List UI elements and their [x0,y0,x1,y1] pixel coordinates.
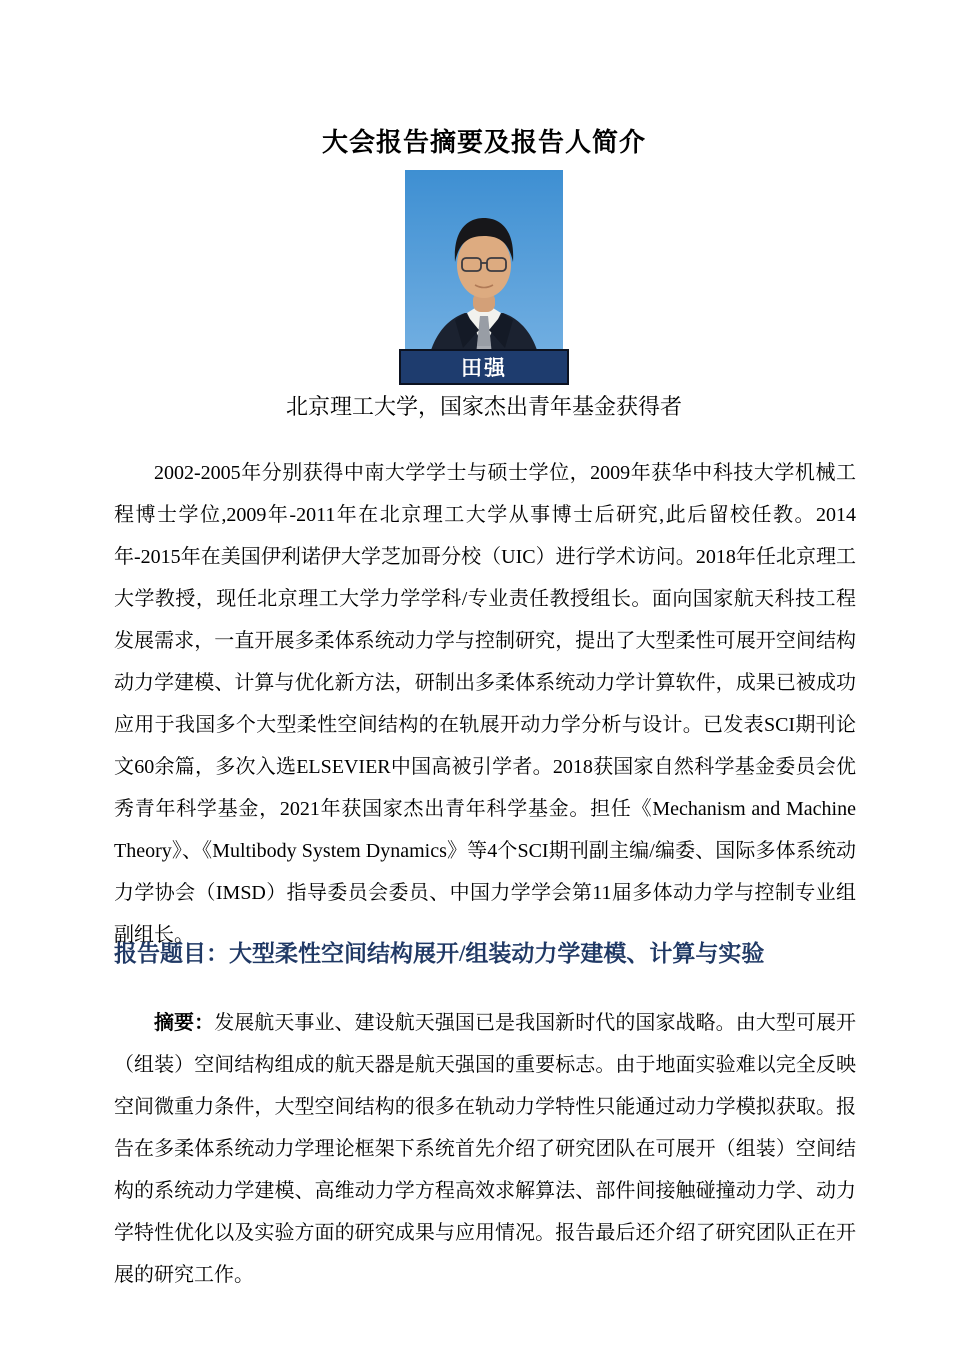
speaker-photo-block [405,170,563,385]
speaker-affiliation: 北京理工大学，国家杰出青年基金获得者 [285,394,682,419]
report-abstract-paragraph [114,1002,856,1296]
report-title-text: 大型柔性空间结构展开/组装动力学建模、计算与实验 [229,941,765,966]
abstract-text: 发展航天事业、建设航天强国已是我国新时代的国家战略。由大型可展开（组装）空间结构组成的航天器是航天强国的重要标志。由于地面实验难以完全反映空间微重力条件，大型空间结构的很多在轨动力学特性只能通过动力学模拟获取。报告在多柔体系统动力学理论框架下系统首先介绍了研究团队在可展开（组装）空间结构的系统动力学建模、高维动力学方程高效求解算法、部件间接触碰撞动力学、动力学特性优化以及实验方面的研究成果与应用情况。报告最后还介绍了研究团队正在开展的研究工作。 [114,1012,857,1286]
abstract-label: 摘要： [154,1012,215,1034]
report-title-label: 报告题目： [114,941,229,966]
speaker-name-banner [399,349,569,385]
speaker-name: 田强 [461,356,507,380]
report-title-heading [114,938,856,970]
page-title: 大会报告摘要及报告人简介 [321,128,646,157]
speaker-bio-paragraph: 2002-2005年分别获得中南大学学士与硕士学位，2009年获华中科技大学机械工程博士学位,2009年-2011年在北京理工大学从事博士后研究,此后留校任教。2014年-2015年在美国伊利诺伊大学芝加哥分校（UIC）进行学术访问。2018年任北京理工大学教授，现任北京理工大学力学学科/专业责任教授组长。面向国家航天科技工程发展需求，一直开展多柔体系统动力学与控制研究，提出了大型柔性可展开空间结构动力学建模、计算与优化新方法，研制出多柔体系统动力学计算软件，成果已被成功应用于我国多个大型柔性空间结构的在轨展开动力学分析与设计。已发表SCI期刊论文60余篇，多次入选ELSEVIER中国高被引学者。2018获国家自然科学基金委员会优秀青年科学基金，2021年获国家杰出青年科学基金。担任《Mechanism and Machine Theory》、《Multibody System Dynamics》等4个SCI期刊副主编/编委、国际多体系统动力学协会（IMSD）指导委员会委员、中国力学学会第11届多体动力学与控制专业组副组长。 [114,462,856,946]
